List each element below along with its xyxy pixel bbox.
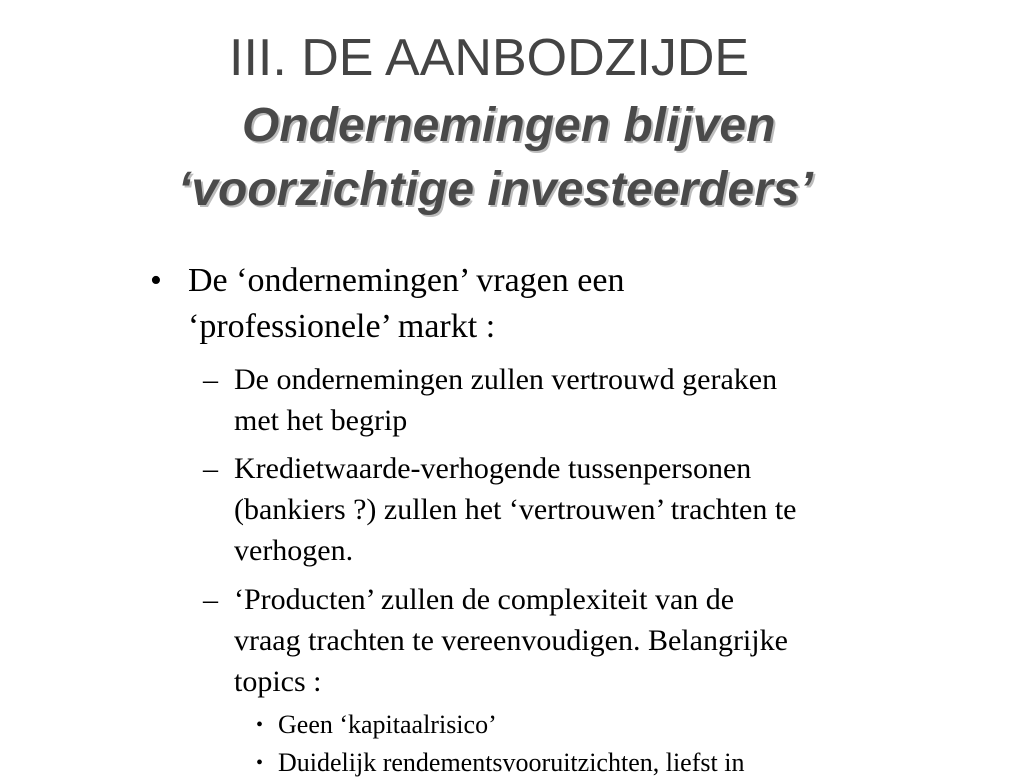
sub-bullet-2-line-1: Kredietwaarde-verhogende tussenpersonen [234, 452, 752, 485]
sub-bullet-3-text [234, 579, 884, 702]
sub-sub-bullet-1-text: Geen ‘kapitaalrisico’ [278, 710, 497, 739]
sub-bullet-2-line-3: verhogen. [234, 534, 354, 567]
sub-bullet-3-line-1: ‘Producten’ zullen de complexiteit van de [234, 583, 735, 616]
dash-marker: – [203, 363, 218, 396]
bullet-marker: • [256, 752, 264, 774]
dash-marker: – [203, 452, 218, 485]
sub-bullet-1-line-1: De ondernemingen zullen vertrouwd geraken [234, 363, 778, 396]
bullet-1-line-2: ‘professionele’ markt : [188, 308, 496, 345]
sub-bullet-2-text [234, 448, 884, 571]
bullet-marker: • [150, 262, 162, 299]
bullet-1-line-1: De ‘ondernemingen’ vragen een [188, 262, 625, 299]
sub-bullet-1-line-2: met het begrip [234, 404, 408, 437]
sub-bullet-3-line-3: topics : [234, 665, 322, 698]
bullet-1-text [188, 258, 888, 350]
bullet-marker: • [256, 714, 264, 736]
sub-bullet-1-text [234, 359, 884, 441]
title-line-1: III. DE AANBODZIJDE [229, 29, 750, 87]
sub-bullet-2-line-2: (bankiers ?) zullen het ‘vertrouwen’ trachten te [234, 493, 797, 526]
dash-marker: – [203, 583, 218, 616]
sub-sub-bullet-2-text: Duidelijk rendementsvooruitzichten, liefst in [278, 748, 745, 777]
sub-bullet-3-line-2: vraag trachten te vereenvoudigen. Belangrijke [234, 624, 788, 657]
subtitle-line-1: Ondernemingen blijven [242, 99, 776, 152]
subtitle-line-2: ‘voorzichtige investeerders’ [178, 163, 813, 216]
